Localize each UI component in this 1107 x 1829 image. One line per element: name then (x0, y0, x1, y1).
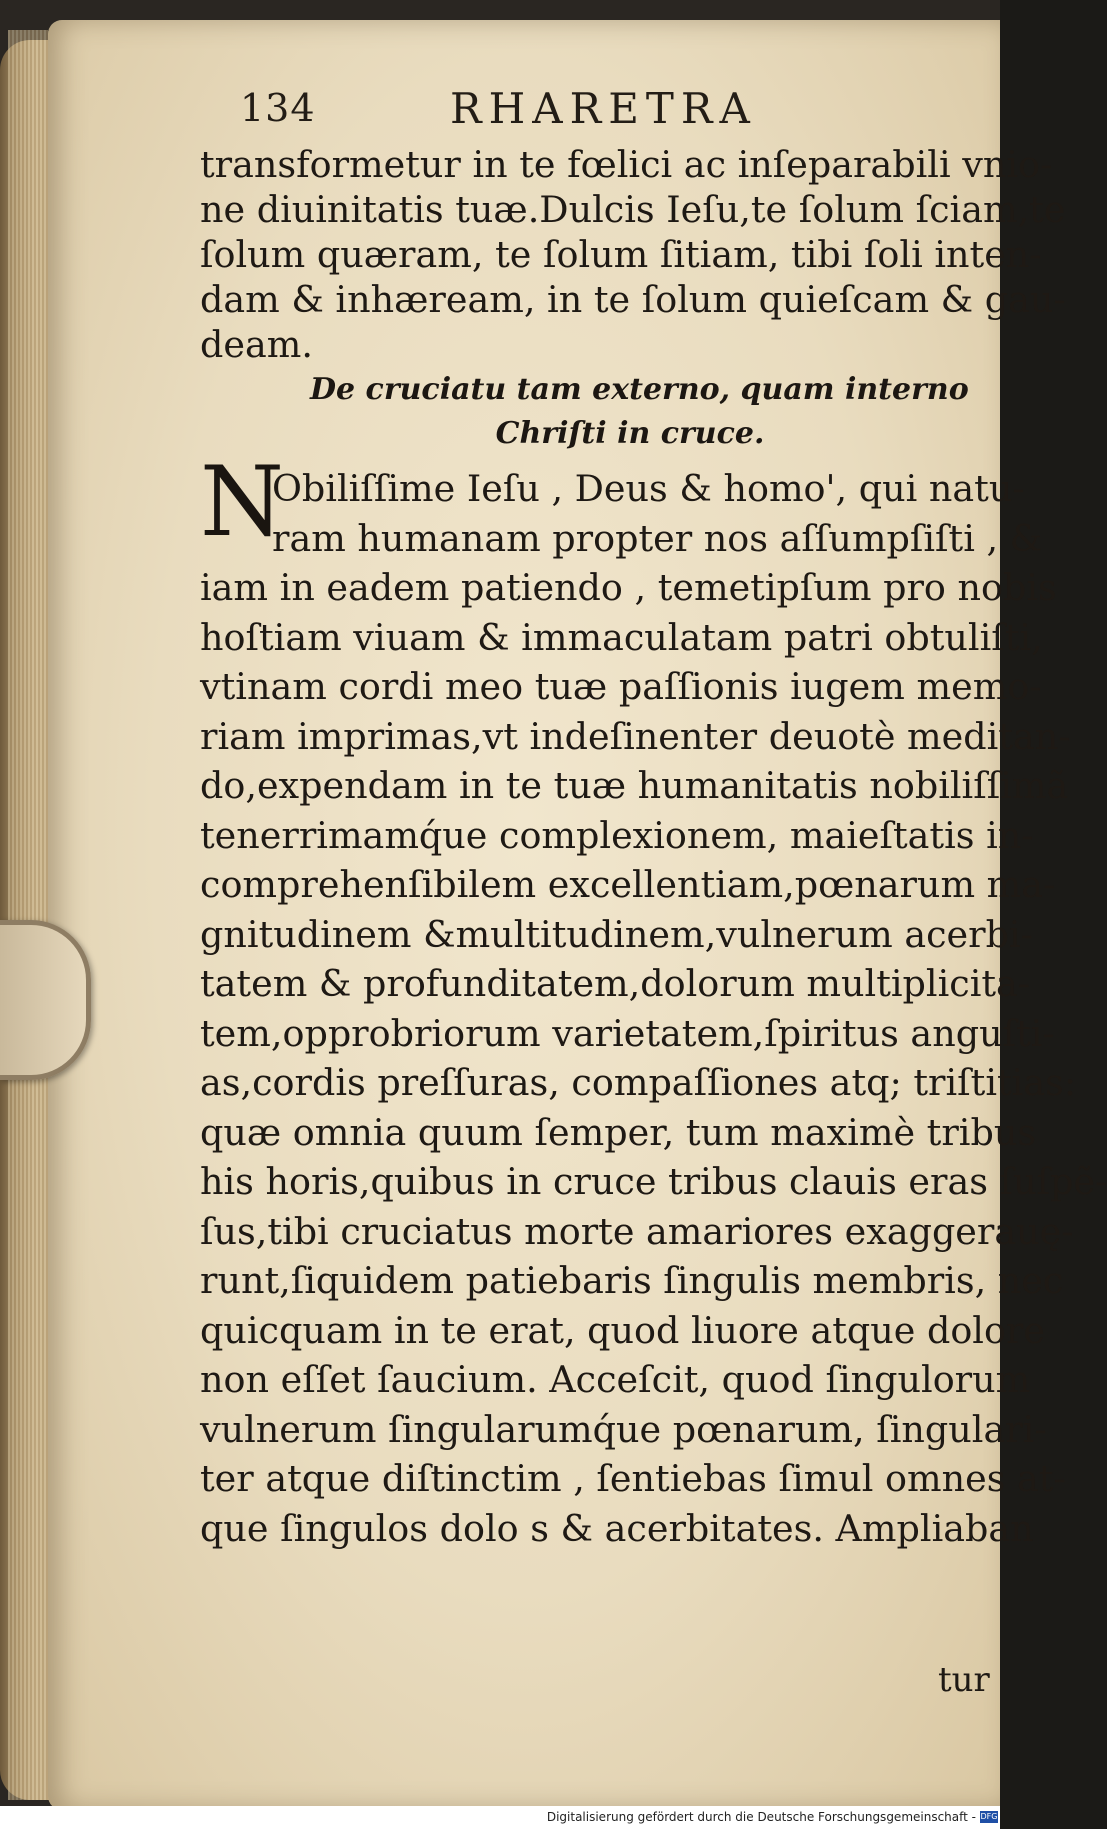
text-line: quicquam in te erat, quod liuore atque dolore (200, 1308, 1046, 1352)
text-line: Obiliſſime Ieſu , Deus & homo', qui natu- (272, 467, 1025, 510)
text-line: his horis,quibus in cruce tribus clauis eras ſuſpẽ- (200, 1160, 1107, 1203)
footer-credit: Digitalisierung gefördert durch die Deutsche Forschungsgemeinschaft - (546, 1810, 976, 1824)
text-line: riam imprimas,vt indeſinenter deuotè meditan- (200, 714, 1071, 758)
page-header (165, 84, 805, 140)
dfg-logo-icon: DFG (980, 1812, 998, 1821)
text-line: ter atque diſtinctim , ſentiebas ſimul omnes at- (200, 1457, 1066, 1500)
text-line: tenerrimamq́ue complexionem, maieſtatis in- (200, 813, 1034, 857)
text-line: do,expendam in te tuæ humanitatis nobiliſſimã (200, 764, 1069, 807)
text-line: ne diuinitatis tuæ.Dulcis Ieſu,te ſolum ſciam,te (200, 188, 1066, 231)
drop-cap-initial: N (200, 446, 284, 558)
text-line: ram humanam propter nos aſſumpſiſti , & (272, 516, 1043, 560)
text-line: vulnerum ſingularumq́ue pœnarum, ſingulari- (200, 1407, 1047, 1451)
section-title (310, 368, 969, 456)
running-head: RHARETRA (450, 84, 757, 133)
section-title-line: Chriſti in cruce. (495, 416, 765, 451)
text-line: vtinam cordi meo tuæ paſſionis iugem memo- (200, 665, 1042, 708)
text-line: quæ omnia quum ſemper, tum maximè tribus (200, 1110, 1037, 1154)
page-number: 134 (240, 86, 316, 130)
text-line: runt,ſiquidem patiebaris ſingulis membris, nec (200, 1259, 1064, 1302)
text-line: comprehenſibilem excellentiam,pœnarum ma- (200, 863, 1056, 906)
text-line: ſus,tibi cruciatus morte amariores exaggerauę- (200, 1209, 1074, 1253)
digitization-footer (0, 1806, 1000, 1829)
text-body-block (200, 464, 1107, 1553)
page-edges (8, 30, 48, 1800)
text-line: dam & inhæream, in te ſolum quieſcam & gau- (200, 278, 1066, 321)
text-line: gnitudinem &multitudinem,vulnerum acerbi- (200, 912, 1033, 956)
text-line: tem,opprobriorum varietatem,ſpiritus anguſti- (200, 1011, 1055, 1055)
text-line: hoſtiam viuam & immaculatam patri obtuliſti, (200, 615, 1043, 659)
text-line: non eſſet ſaucium. Acceſcit, quod ſingulorum (200, 1358, 1031, 1401)
book-clasp (0, 920, 91, 1080)
text-line: iam in eadem patiendo , temetipſum pro nobis (200, 566, 1057, 609)
section-title-line: De cruciatu tam externo, quam interno (310, 372, 969, 407)
text-line: tatem & profunditatem,dolorum multiplicita- (200, 962, 1031, 1005)
catchword: tur (938, 1660, 990, 1700)
text-line: deam. (200, 323, 313, 366)
text-line: ſolum quæram, te ſolum ſitiam, tibi ſoli inten- (200, 233, 1042, 276)
text-line: as,cordis preſſuras, compaſſiones atq; triſtitias: (200, 1061, 1077, 1104)
text-line: que ſingulos dolo s & acerbitates. Ampliaban (200, 1506, 1034, 1550)
text-top-block (200, 142, 1066, 367)
text-line: transformetur in te fœlici ac inſeparabili vnio- (200, 143, 1053, 186)
